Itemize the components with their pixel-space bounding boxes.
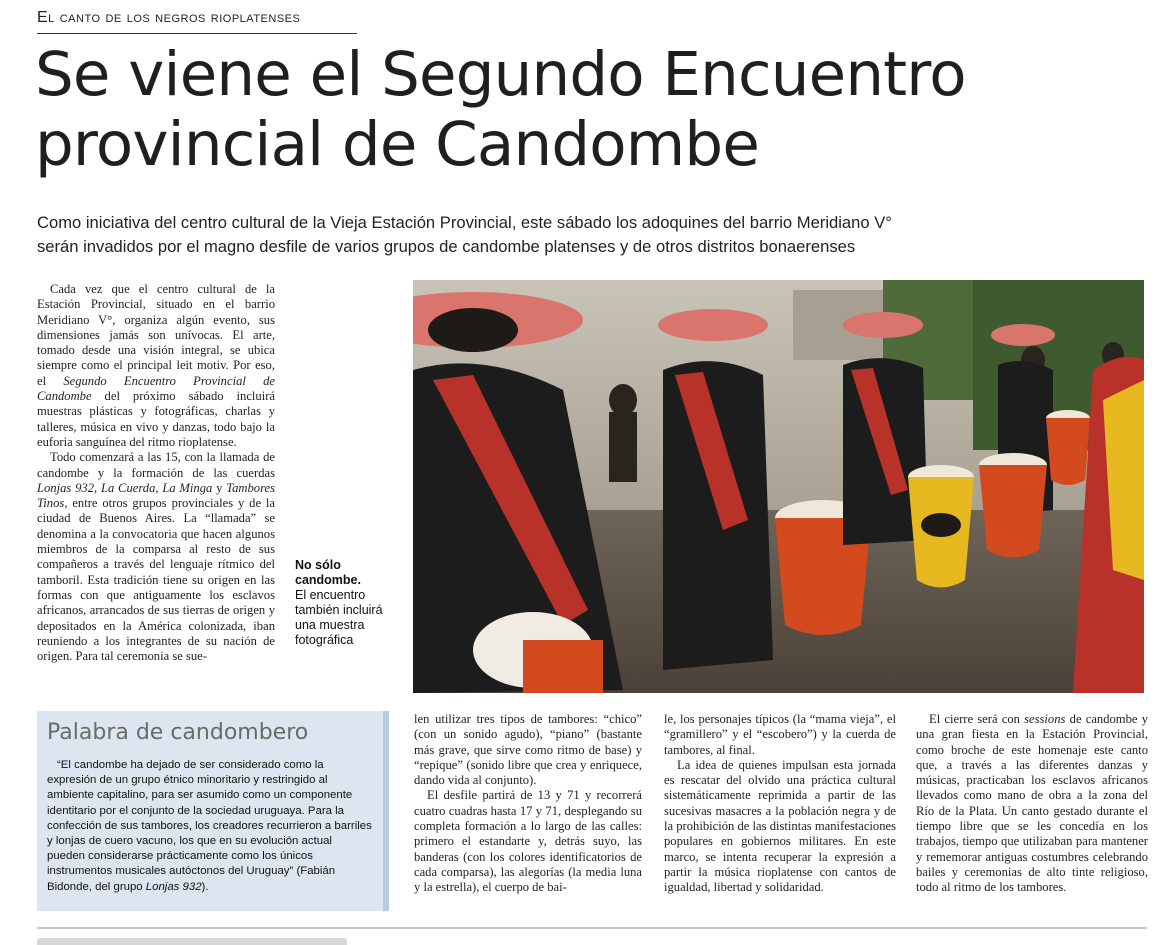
sidebar-box-edge: [383, 711, 389, 911]
page-bottom-divider: [37, 927, 1147, 929]
paragraph: La idea de quienes impulsan esta jornada es rescatar del olvido una práctica cultural sistemáticamente reprimida a partir de las sucesivas masacres a la población negra y de la prohibición de las distintas manifestaciones populares en gobiernos militares. En este marco, se intenta recuperar la expresión a partir la música rioplatense con cantos de igualdad, libertad y solidaridad.: [664, 757, 896, 895]
candombe-photo: [413, 280, 1144, 693]
sidebar-box-title: Palabra de candombero: [47, 720, 309, 745]
paragraph: El desfile partirá de 13 y 71 y recorrerá cuatro cuadras hasta 17 y 71, desplegando su completa formación a lo largo de las calles: primero el estandarte y, detrás suyo, las banderas (con los colores identificatorios de cada comparsa), las alegorías (la media luna y la estrella), el cuerpo de bai-: [414, 788, 642, 895]
page-bottom-tab: [37, 938, 347, 945]
body-column-4: [916, 712, 1148, 896]
sidebar-quote: “El candombe ha dejado de ser considerado como la expresión de un grupo étnico minoritario y restringido al ambiente capitalino, para ser asumido como un componente identitario por el conjunto de la sociedad uruguaya. Para la confección de sus tambores, los creadores recurrieron a barriles y lonjas de cuero vacuno, los que en su evolución actual pueden considerarse prácticamente como los únicos instrumentos musicales autóctonos del Uruguay” (Fabián Bidonde, del grupo Lonjas 932).: [47, 759, 372, 893]
body-column-2: [414, 712, 642, 896]
paragraph: Todo comenzará a las 15, con la llamada de candombe y la formación de las cuerdas Lonjas 932, La Cuerda, La Minga y Tambores Tinos, entre otros grupos provinciales y de la ciudad de Buenos Aires. La “llamada” se denomina a la convocatoria que hacen algunos miembros de la comparsa al resto de sus compañeros a través del lenguaje rítmico del tamboril. Esta tradición tiene su origen en las formas con que antiguamente los esclavos africanos, arrancados de sus tierras de origen y depositados en la América colonizada, iban reuniendo a los integrantes de su nación de origen. Para tal ceremonia se sue-: [37, 450, 275, 664]
headline: Se viene el Segundo Encuentro provincial de Candombe: [35, 39, 966, 180]
paragraph: El cierre será con sessions de candombe y una gran fiesta en la Estación Provincial, como broche de este homenaje este canto que, a través a las diferentes danzas y músicas, practicaban los esclavos africanos llevados como mano de obra a la zona del Río de la Plata. Un canto gestado durante el tiempo libre que se les concedía en los trabajos, tiempo que utilizaban para mantener y rememorar antiguas costumbres celebrando bailes y ceremonias de alto tinte religioso, todo al ritmo de los tambores.: [916, 712, 1148, 895]
kicker-divider: [37, 33, 357, 34]
paragraph: le, los personajes típicos (la “mama vieja”, el “gramillero” y el “escobero”) y la cuerda de tambores, al final.: [664, 712, 896, 757]
photo-caption: [295, 558, 405, 648]
body-column-3: [664, 712, 896, 896]
section-kicker: El canto de los negros rioplatenses: [37, 9, 301, 26]
body-column-1: [37, 282, 275, 664]
deck-subtitle: Como iniciativa del centro cultural de la Vieja Estación Provincial, este sábado los adoquines del barrio Meridiano V° serán invadidos por el magno desfile de varios grupos de candombe platenses y de otros distritos bonaerenses: [37, 213, 892, 256]
caption-title: No sólo candombe.: [295, 558, 361, 587]
paragraph: Cada vez que el centro cultural de la Estación Provincial, situado en el barrio Meridiano V°, organiza algún evento, sus dimensiones jamás son unívocas. El arte, tomado desde una visión integral, se ubica siempre como el principal leit motiv. Por eso, el Segundo Encuentro Provincial de Candombe del próximo sábado incluirá muestras plásticas y fotográficas, charlas y talleres, música en vivo y danzas, todo bajo la euforia sanguínea del ritmo rioplatense.: [37, 282, 275, 449]
caption-text: El encuentro también incluirá una muestra fotográfica: [295, 588, 383, 647]
paragraph: len utilizar tres tipos de tambores: “chico” (con un sonido agudo), “piano” (bastante más grave, que sirve como ritmo de base) y “repique” (sonido libre que crea y enriquece, dando vida al conjunto).: [414, 712, 642, 788]
